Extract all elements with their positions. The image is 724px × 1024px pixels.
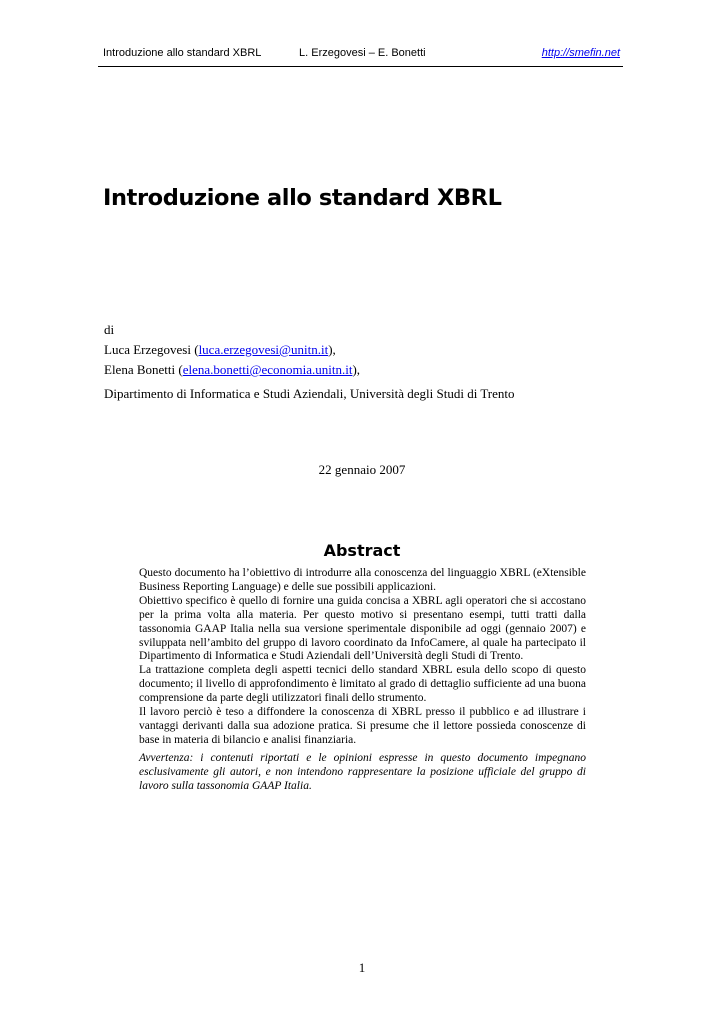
page-number: 1 bbox=[358, 960, 366, 975]
department-affiliation: Dipartimento di Informatica e Studi Aziendali, Università degli Studi di Trento bbox=[104, 386, 515, 401]
author-2-suffix: ), bbox=[352, 362, 361, 377]
header-website-link[interactable]: http://smefin.net bbox=[541, 47, 620, 59]
author-line-2 bbox=[104, 360, 360, 380]
abstract-heading: Abstract bbox=[323, 541, 401, 560]
author-1-suffix: ), bbox=[328, 342, 336, 357]
document-date: 22 gennaio 2007 bbox=[318, 462, 406, 477]
document-title: Introduzione allo standard XBRL bbox=[103, 185, 502, 211]
author-line-1 bbox=[104, 340, 360, 360]
page-header bbox=[98, 47, 623, 67]
author-block bbox=[104, 320, 360, 380]
header-doc-title: Introduzione allo standard XBRL bbox=[103, 47, 262, 59]
author-1-name: Luca Erzegovesi ( bbox=[104, 342, 199, 357]
abstract-disclaimer: Avvertenza: i contenuti riportati e le opinioni espresse in questo documento impegnano esclusivamente gli autori, e non intendono rappresentare la posizione ufficiale del gruppo di lavoro sulla tassonomia GAAP Italia. bbox=[139, 751, 586, 792]
header-authors: L. Erzegovesi – E. Bonetti bbox=[299, 47, 426, 59]
abstract-body bbox=[139, 567, 586, 794]
abstract-paragraph: Questo documento ha l’obiettivo di introdurre alla conoscenza del linguaggio XBRL (eXtensible Business Reporting Language) e delle sue possibili applicazioni. bbox=[139, 567, 586, 593]
author-2-name: Elena Bonetti ( bbox=[104, 362, 183, 377]
author-2-email-link[interactable]: elena.bonetti@economia.unitn.it bbox=[182, 362, 353, 377]
abstract-paragraph: Il lavoro perciò è teso a diffondere la conoscenza di XBRL presso il pubblico e ad illustrare i vantaggi derivanti dalla sua adozione pratica. Si presume che il lettore possieda conoscenze di base in materia di bilancio e analisi finanziaria. bbox=[139, 706, 586, 746]
abstract-paragraph: Obiettivo specifico è quello di fornire una guida concisa a XBRL agli operatori che si accostano per la prima volta alla materia. Per questo motivo si presentano esempi, tutti tratti dalla tassonomia GAAP Italia nella sua versione sperimentale disponibile ad oggi (gennaio 2007) e sviluppata nell’ambito del gruppo di lavoro coordinato da InfoCamere, al quale ha partecipato il Dipartimento di Informatica e Studi Aziendali dell’Università degli Studi di Trento. bbox=[139, 594, 586, 663]
author-1-email-link[interactable]: luca.erzegovesi@unitn.it bbox=[198, 342, 329, 357]
author-by-label: di bbox=[104, 322, 115, 337]
abstract-paragraph: La trattazione completa degli aspetti tecnici dello standard XBRL esula dello scopo di questo documento; il livello di approfondimento è limitato al grado di dettaglio sufficiente ad una buona comprensione da parte degli utilizzatori finali dello strumento. bbox=[139, 664, 586, 705]
